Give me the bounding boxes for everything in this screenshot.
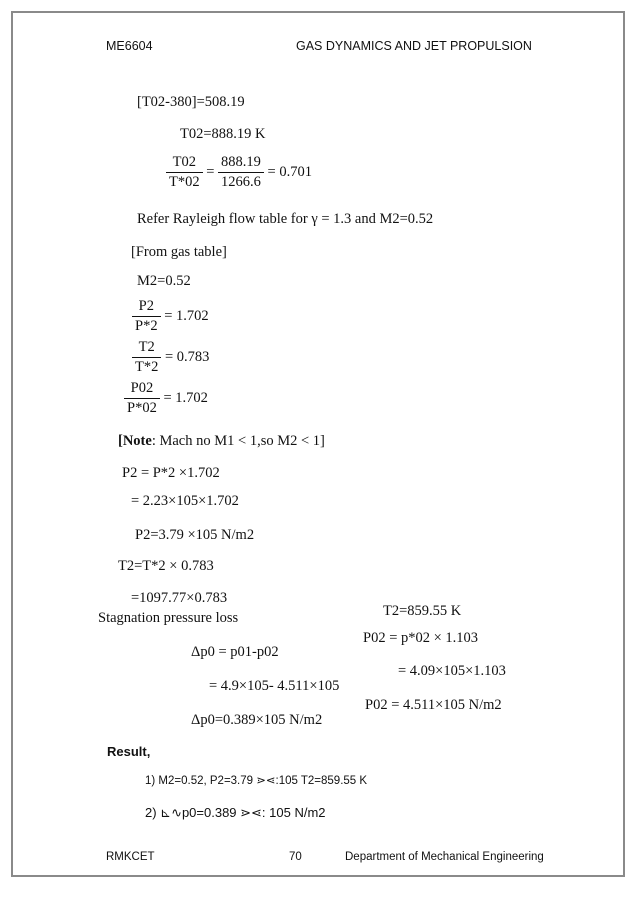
- fraction-denominator: P*2: [135, 318, 158, 334]
- equation-t02: T02=888.19 K: [180, 126, 266, 142]
- footer-department: Department of Mechanical Engineering: [345, 851, 544, 863]
- equation-p02: P02 = p*02 × 1.103: [363, 630, 479, 646]
- fraction-numerator: P02: [124, 380, 160, 399]
- equation-delta-p0-result: Δp0=0.389×105 N/m2: [191, 712, 323, 728]
- result-heading: Result,: [107, 744, 151, 759]
- equation-p-ratio: [132, 298, 209, 335]
- note-label: [Note: [118, 433, 152, 449]
- equation-p02-result: P02 = 4.511×105 N/m2: [365, 697, 502, 713]
- stagnation-loss-heading: Stagnation pressure loss: [98, 610, 239, 626]
- equation-delta-p0-calc: = 4.9×105- 4.511×105: [209, 678, 340, 694]
- fraction: [132, 298, 161, 335]
- course-title: GAS DYNAMICS AND JET PROPULSION: [296, 39, 532, 53]
- equation-p2-calc: = 2.23×105×1.702: [131, 493, 239, 509]
- fraction: [124, 380, 160, 417]
- mach-note: [118, 433, 325, 450]
- equation-t2-result: T2=859.55 K: [383, 603, 462, 619]
- fraction: [132, 339, 161, 376]
- fraction-numerator: 888.19: [218, 154, 264, 173]
- result-item-2: 2) ⊾∿p0=0.389 ⋗⋖: 105 N/m2: [145, 805, 326, 820]
- equation-t02-ratio: $\frac{T02}{T*02}$ = $\frac{888.19}{1266.6}$ = 0.701: [166, 154, 312, 191]
- equation-p02-calc: = 4.09×105×1.103: [398, 663, 506, 679]
- fraction-denominator: 1266.6: [221, 174, 261, 190]
- fraction-numerator: P2: [132, 298, 161, 317]
- footer-college: RMKCET: [106, 851, 155, 863]
- mach-value: M2=0.52: [137, 273, 191, 289]
- equation-delta-p0: Δp0 = p01-p02: [191, 644, 279, 660]
- ratio-value: = 1.702: [164, 307, 209, 324]
- value-fraction: [218, 154, 264, 191]
- fraction-numerator: T2: [132, 339, 161, 358]
- fraction-denominator: T*2: [135, 359, 159, 375]
- footer-page-number: 70: [289, 851, 302, 863]
- ratio-value: = 1.702: [163, 389, 208, 406]
- ratio-value: = 0.783: [164, 348, 210, 365]
- equation-p2-result: P2=3.79 ×105 N/m2: [135, 527, 255, 543]
- equation-t2: T2=T*2 × 0.783: [118, 558, 214, 574]
- gas-table-note: [From gas table]: [131, 244, 227, 260]
- equation-p0-ratio: [124, 380, 208, 417]
- equation-t02-diff: [T02-380]=508.19: [137, 94, 245, 110]
- ratio-value: = 0.701: [267, 163, 312, 180]
- ratio-fraction: [166, 154, 203, 191]
- equation-t2-calc: =1097.77×0.783: [131, 590, 228, 606]
- equation-t-ratio: [132, 339, 209, 376]
- rayleigh-reference: Refer Rayleigh flow table for γ = 1.3 and M2=0.52: [137, 211, 434, 227]
- fraction-numerator: T02: [166, 154, 203, 173]
- fraction-denominator: T*02: [169, 174, 200, 190]
- note-text: : Mach no M1 < 1,so M2 < 1]: [151, 433, 325, 449]
- course-code: ME6604: [106, 39, 153, 53]
- fraction-denominator: P*02: [127, 400, 157, 416]
- result-item-1: 1) M2=0.52, P2=3.79 ⋗⋖:105 T2=859.55 K: [145, 775, 368, 787]
- equation-p2: P2 = P*2 ×1.702: [122, 465, 220, 481]
